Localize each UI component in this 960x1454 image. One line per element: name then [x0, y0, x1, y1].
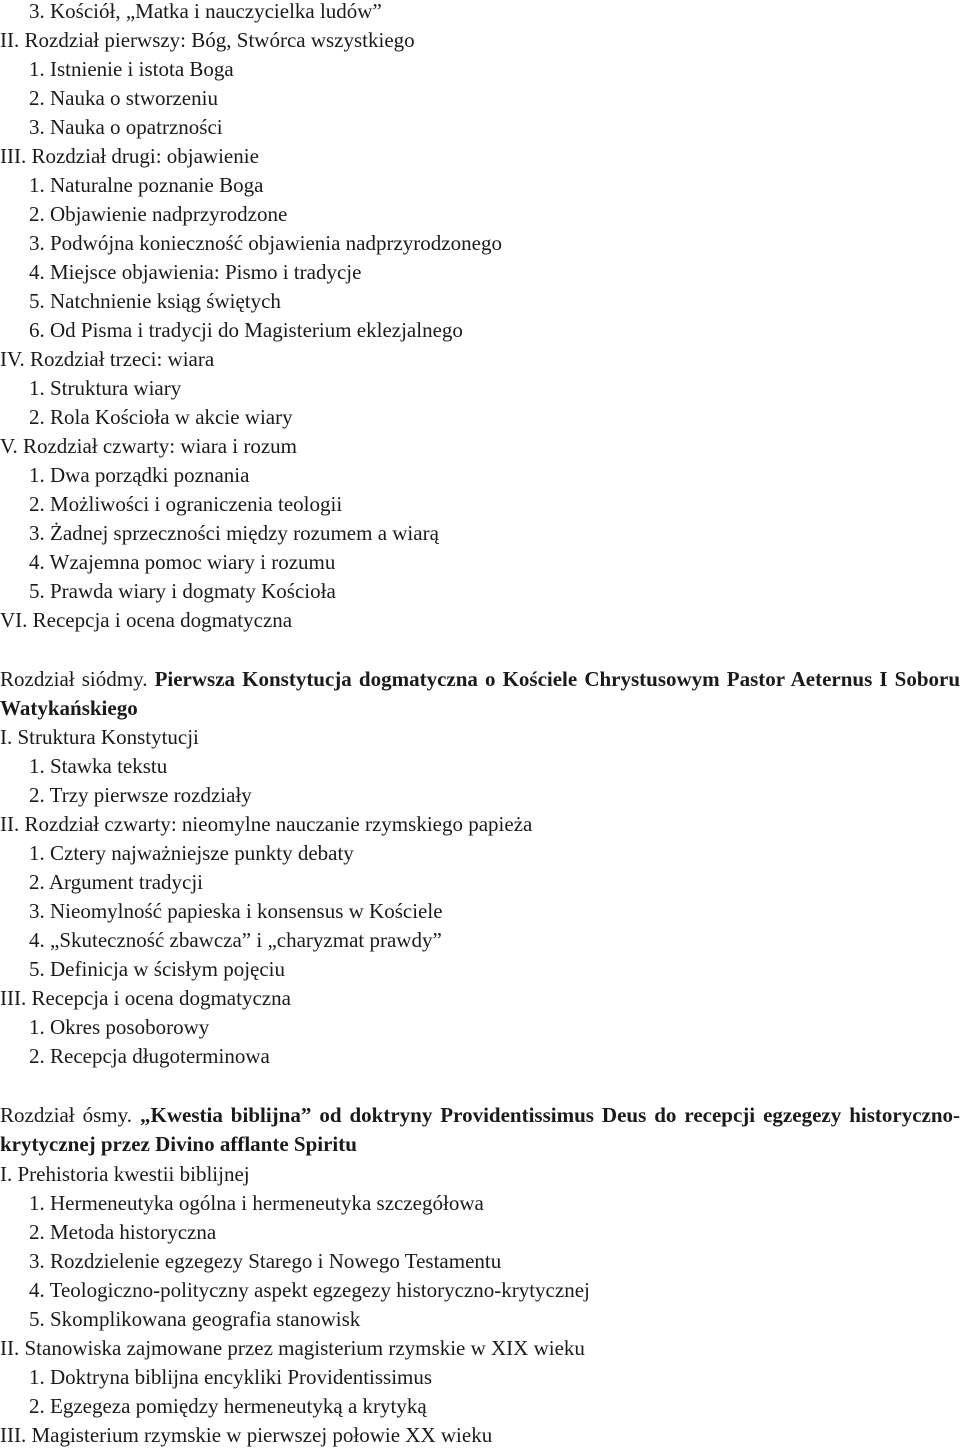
chapter-lead: Rozdział siódmy.: [0, 667, 148, 691]
toc-item: 3. Żadnej sprzeczności między rozumem a wiarą: [29, 521, 439, 545]
toc-section: II. Rozdział czwarty: nieomylne nauczanie rzymskiego papieża: [0, 812, 533, 836]
toc-item: 2. Recepcja długoterminowa: [29, 1044, 270, 1068]
toc-item: 6. Od Pisma i tradycji do Magisterium eklezjalnego: [29, 318, 463, 342]
toc-item: 4. Miejsce objawienia: Pismo i tradycje: [29, 260, 362, 284]
toc-section: VI. Recepcja i ocena dogmatyczna: [0, 608, 293, 632]
toc-item: 3. Nauka o opatrzności: [29, 115, 223, 139]
toc-section: II. Stanowiska zajmowane przez magisterium rzymskie w XIX wieku: [0, 1336, 585, 1360]
toc-item: 4. Teologiczno-polityczny aspekt egzegezy historyczno-krytycznej: [29, 1278, 590, 1302]
toc-item: 1. Doktryna biblijna encykliki Providentissimus: [29, 1365, 433, 1389]
toc-item: 1. Istnienie i istota Boga: [29, 57, 234, 81]
toc-item: 2. Trzy pierwsze rozdziały: [29, 783, 252, 807]
toc-section: II. Rozdział pierwszy: Bóg, Stwórca wszystkiego: [0, 28, 415, 52]
toc-section: III. Magisterium rzymskie w pierwszej połowie XX wieku: [0, 1423, 493, 1447]
toc-item: 2. Możliwości i ograniczenia teologii: [29, 492, 343, 516]
toc-item: 5. Skomplikowana geografia stanowisk: [29, 1307, 361, 1331]
toc-section: I. Prehistoria kwestii biblijnej: [0, 1162, 250, 1186]
toc-item: 4. „Skuteczność zbawcza” i „charyzmat prawdy”: [29, 928, 442, 952]
toc-item: 2. Objawienie nadprzyrodzone: [29, 202, 288, 226]
toc-item: 1. Struktura wiary: [29, 376, 182, 400]
toc-section: IV. Rozdział trzeci: wiara: [0, 347, 215, 371]
toc-item: 2. Rola Kościoła w akcie wiary: [29, 405, 293, 429]
toc-item: 2. Nauka o stworzeniu: [29, 86, 218, 110]
chapter-title: „Kwestia biblijna” od doktryny Providentissimus Deus do recepcji egzegezy historyczno-krytycznej przez Divino afflante Spiritu: [0, 1103, 960, 1156]
toc-item: 2. Egzegeza pomiędzy hermeneutyką a krytyką: [29, 1394, 427, 1418]
toc-item: 1. Naturalne poznanie Boga: [29, 173, 264, 197]
toc-section: I. Struktura Konstytucji: [0, 725, 199, 749]
toc-item: 2. Metoda historyczna: [29, 1220, 217, 1244]
chapter-heading-8: [0, 1101, 960, 1159]
toc-item: 2. Argument tradycji: [29, 870, 203, 894]
toc-item: 3. Nieomylność papieska i konsensus w Kościele: [29, 899, 443, 923]
toc-item: 1. Okres posoborowy: [29, 1015, 210, 1039]
toc-item: 4. Wzajemna pomoc wiary i rozumu: [29, 550, 336, 574]
toc-item: 5. Natchnienie ksiąg świętych: [29, 289, 281, 313]
toc-section: III. Recepcja i ocena dogmatyczna: [0, 986, 291, 1010]
chapter-title: Pierwsza Konstytucja dogmatyczna o Kościele Chrystusowym Pastor Aeternus I Soboru Watykańskiego: [0, 667, 960, 720]
toc-section: V. Rozdział czwarty: wiara i rozum: [0, 434, 298, 458]
toc-section: III. Rozdział drugi: objawienie: [0, 144, 259, 168]
toc-item: 1. Dwa porządki poznania: [29, 463, 250, 487]
toc-item: 1. Cztery najważniejsze punkty debaty: [29, 841, 354, 865]
toc-item: 3. Rozdzielenie egzegezy Starego i Nowego Testamentu: [29, 1249, 502, 1273]
toc-item: 1. Stawka tekstu: [29, 754, 168, 778]
toc-item: 5. Prawda wiary i dogmaty Kościoła: [29, 579, 336, 603]
toc-item: 1. Hermeneutyka ogólna i hermeneutyka szczegółowa: [29, 1191, 484, 1215]
toc-item: 3. Podwójna konieczność objawienia nadprzyrodzonego: [29, 231, 502, 255]
chapter-lead: Rozdział ósmy.: [0, 1103, 133, 1127]
chapter-heading-7: [0, 665, 960, 723]
toc-item: 5. Definicja w ścisłym pojęciu: [29, 957, 286, 981]
toc-item: 3. Kościół, „Matka i nauczycielka ludów”: [29, 0, 382, 23]
